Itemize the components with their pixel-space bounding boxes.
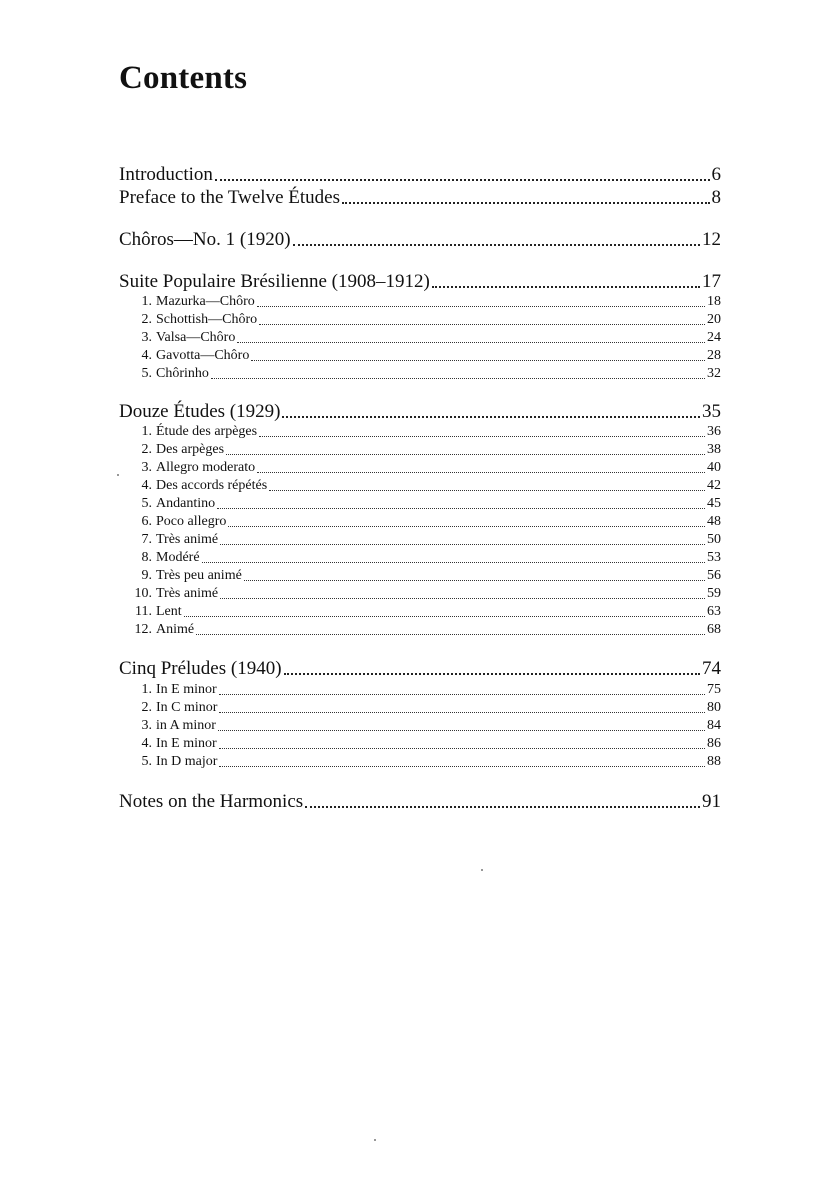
toc-entry-label: Cinq Préludes (1940) — [119, 658, 282, 679]
toc-subentry-label: Allegro moderato — [156, 460, 256, 475]
leader-dots — [202, 549, 705, 567]
toc-subentry-number: 5. — [141, 366, 152, 381]
leader-dots — [219, 753, 705, 771]
leader-dots — [226, 441, 705, 459]
toc-entry-suite[interactable] — [119, 270, 721, 294]
leader-dots — [215, 163, 710, 187]
toc-subentry[interactable] — [119, 311, 721, 329]
toc-subentry-number: 12. — [134, 622, 152, 637]
toc-subentry[interactable] — [119, 513, 721, 531]
toc-page-number: 53 — [707, 550, 721, 565]
scan-speck — [481, 869, 483, 871]
toc-entry-label: Douze Études (1929) — [119, 401, 281, 422]
toc-subentry-number: 10. — [134, 586, 152, 601]
leader-dots — [305, 790, 700, 814]
toc-subentry-number: 4. — [141, 348, 152, 363]
leader-dots — [282, 400, 700, 424]
toc-subentry[interactable] — [119, 717, 721, 735]
toc-page-number: 56 — [707, 568, 721, 583]
toc-subentry-label: Très peu animé — [156, 568, 242, 583]
leader-dots — [218, 717, 705, 735]
leader-dots — [293, 228, 700, 252]
toc-subentry-number: 1. — [141, 294, 152, 309]
toc-subentry[interactable] — [119, 735, 721, 753]
toc-subentry[interactable] — [119, 347, 721, 365]
scan-speck — [117, 474, 119, 476]
toc-subentry-label: In C minor — [156, 700, 218, 715]
leader-dots — [219, 735, 705, 753]
toc-subentry-number: 5. — [141, 754, 152, 769]
toc-subentry[interactable] — [119, 531, 721, 549]
leader-dots — [211, 365, 705, 383]
toc-subentry-label: Andantino — [156, 496, 216, 511]
toc-subentry[interactable] — [119, 459, 721, 477]
toc-page-number: 42 — [707, 478, 721, 493]
toc-page-number: 63 — [707, 604, 721, 619]
leader-dots — [220, 585, 705, 603]
toc-subentry[interactable] — [119, 329, 721, 347]
leader-dots — [219, 681, 705, 699]
toc-page-number: 75 — [707, 682, 721, 697]
toc-page-number: 17 — [702, 271, 721, 292]
toc-page-number: 28 — [707, 348, 721, 363]
leader-dots — [251, 347, 705, 365]
toc-page-number: 80 — [707, 700, 721, 715]
toc-subentry-label: Poco allegro — [156, 514, 227, 529]
toc-subentry-label: Mazurka—Chôro — [156, 294, 255, 309]
toc-subentry[interactable] — [119, 365, 721, 383]
toc-page-number: 59 — [707, 586, 721, 601]
toc-subentry[interactable] — [119, 293, 721, 311]
toc-entry-introduction[interactable] — [119, 163, 721, 187]
toc-subentry-number: 1. — [141, 682, 152, 697]
toc-subentry[interactable] — [119, 621, 721, 639]
leader-dots — [269, 477, 705, 495]
toc-page-number: 74 — [702, 658, 721, 679]
toc-page-number: 88 — [707, 754, 721, 769]
toc-entry-choros[interactable] — [119, 228, 721, 252]
toc-page-number: 36 — [707, 424, 721, 439]
toc-subentry-number: 3. — [141, 718, 152, 733]
toc-subentry-label: Lent — [156, 604, 182, 619]
toc-subentry-number: 7. — [141, 532, 152, 547]
toc-subentry-label: Chôrinho — [156, 366, 209, 381]
toc-subentry[interactable] — [119, 441, 721, 459]
toc-subentry-label: In E minor — [156, 736, 217, 751]
toc-page-number: 50 — [707, 532, 721, 547]
toc-subentry-number: 4. — [141, 478, 152, 493]
toc-subentry-number: 1. — [141, 424, 152, 439]
toc-entry-label: Suite Populaire Brésilienne (1908–1912) — [119, 271, 430, 292]
toc-page-number: 35 — [702, 401, 721, 422]
leader-dots — [184, 603, 705, 621]
toc-subentry-number: 3. — [141, 330, 152, 345]
leader-dots — [257, 459, 705, 477]
toc-page-number: 38 — [707, 442, 721, 457]
toc-subentry[interactable] — [119, 423, 721, 441]
toc-subentry-label: Des arpèges — [156, 442, 225, 457]
toc-entry-harmonics[interactable] — [119, 790, 721, 814]
toc-page-number: 24 — [707, 330, 721, 345]
toc-subentry-number: 11. — [135, 604, 152, 619]
toc-subentry[interactable] — [119, 699, 721, 717]
toc-subentry-label: Très animé — [156, 586, 219, 601]
toc-subentry-label: Modéré — [156, 550, 200, 565]
toc-entry-preludes[interactable] — [119, 657, 721, 681]
toc-subentry-label: Schottish—Chôro — [156, 312, 258, 327]
leader-dots — [432, 270, 700, 294]
toc-subentry[interactable] — [119, 495, 721, 513]
leader-dots — [342, 186, 710, 210]
toc-page-number: 40 — [707, 460, 721, 475]
toc-subentry[interactable] — [119, 603, 721, 621]
toc-entry-etudes[interactable] — [119, 400, 721, 424]
toc-entry-label: Introduction — [119, 164, 213, 185]
toc-subentry-number: 3. — [141, 460, 152, 475]
toc-page-number: 8 — [711, 187, 721, 208]
toc-page-number: 18 — [707, 294, 721, 309]
toc-subentry[interactable] — [119, 549, 721, 567]
toc-entry-label: Chôros—No. 1 (1920) — [119, 229, 291, 250]
toc-page-number: 20 — [707, 312, 721, 327]
leader-dots — [257, 293, 705, 311]
leader-dots — [219, 699, 705, 717]
toc-subentry-label: Valsa—Chôro — [156, 330, 236, 345]
toc-subentry[interactable] — [119, 477, 721, 495]
toc-subentry-label: Très animé — [156, 532, 219, 547]
leader-dots — [228, 513, 705, 531]
toc-subentry-number: 6. — [141, 514, 152, 529]
leader-dots — [220, 531, 705, 549]
toc-page-number: 12 — [702, 229, 721, 250]
toc-subentry-number: 2. — [141, 442, 152, 457]
leader-dots — [196, 621, 705, 639]
scan-speck — [374, 1139, 376, 1141]
toc-page-number: 68 — [707, 622, 721, 637]
toc-subentry-number: 8. — [141, 550, 152, 565]
toc-subentry[interactable] — [119, 585, 721, 603]
toc-subentry-number: 5. — [141, 496, 152, 511]
toc-page-number: 6 — [711, 164, 721, 185]
toc-entry-preface[interactable] — [119, 186, 721, 210]
toc-subentry[interactable] — [119, 567, 721, 585]
toc-subentry-label: in A minor — [156, 718, 216, 733]
toc-subentry-label: Étude des arpèges — [156, 424, 258, 439]
toc-subentry[interactable] — [119, 681, 721, 699]
toc-page-number: 91 — [702, 791, 721, 812]
toc-subentry[interactable] — [119, 753, 721, 771]
toc-page-number: 45 — [707, 496, 721, 511]
leader-dots — [284, 657, 700, 681]
leader-dots — [259, 311, 705, 329]
toc-page-number: 48 — [707, 514, 721, 529]
page-title: Contents — [119, 60, 248, 96]
toc-page-number: 84 — [707, 718, 721, 733]
toc-subentry-number: 2. — [141, 700, 152, 715]
toc-page-number: 86 — [707, 736, 721, 751]
leader-dots — [244, 567, 705, 585]
toc-subentry-number: 4. — [141, 736, 152, 751]
toc-subentry-label: Des accords répétés — [156, 478, 268, 493]
toc-subentry-label: In E minor — [156, 682, 217, 697]
toc-subentry-number: 2. — [141, 312, 152, 327]
toc-subentry-number: 9. — [141, 568, 152, 583]
leader-dots — [259, 423, 705, 441]
leader-dots — [237, 329, 705, 347]
toc-entry-label: Notes on the Harmonics — [119, 791, 304, 812]
toc-subentry-label: In D major — [156, 754, 218, 769]
toc-subentry-label: Gavotta—Chôro — [156, 348, 250, 363]
toc-page-number: 32 — [707, 366, 721, 381]
toc-entry-label: Preface to the Twelve Études — [119, 187, 340, 208]
toc-subentry-label: Animé — [156, 622, 195, 637]
leader-dots — [217, 495, 705, 513]
